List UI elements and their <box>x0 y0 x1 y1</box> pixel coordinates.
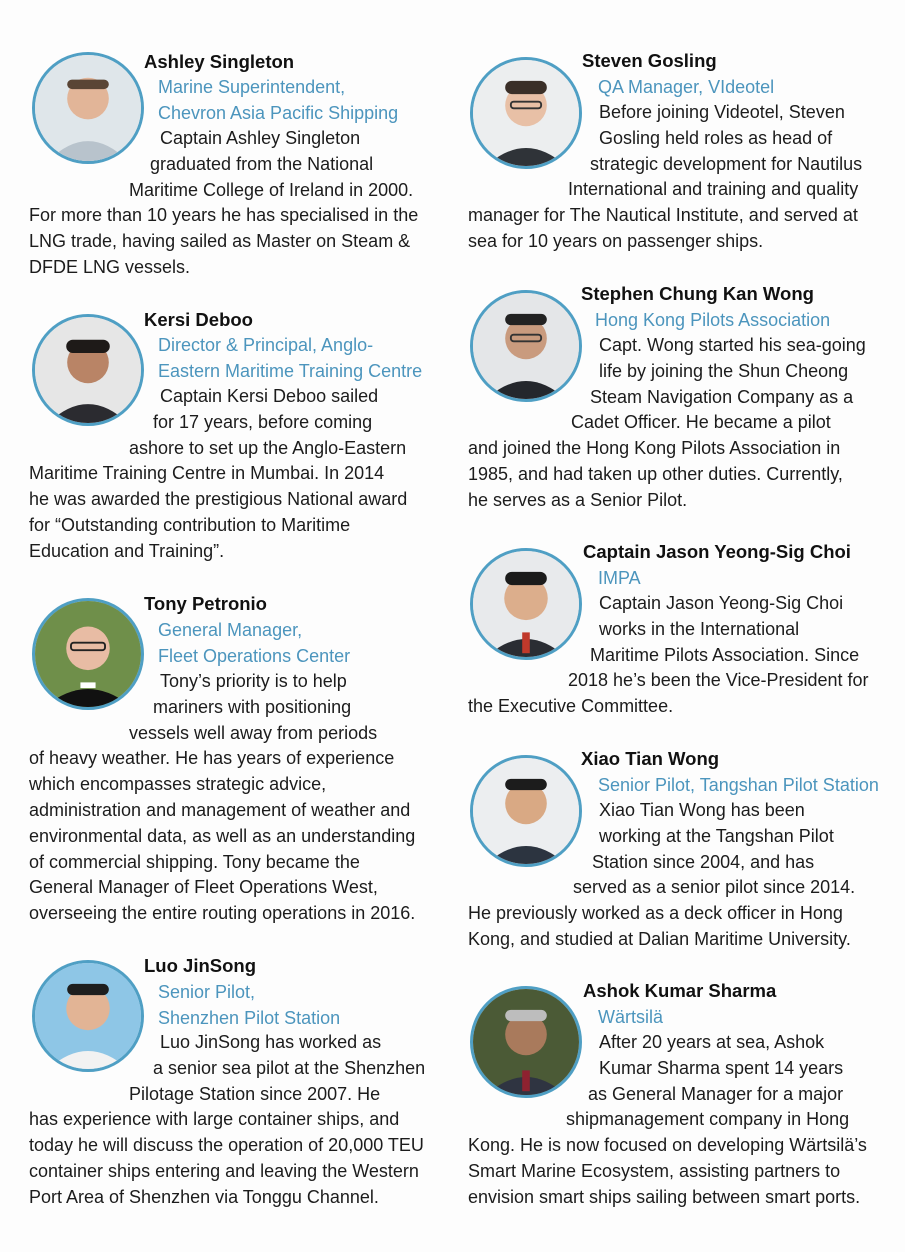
speaker-name: Captain Jason Yeong-Sig Choi <box>583 541 851 562</box>
speaker-name: Xiao Tian Wong <box>581 748 720 769</box>
speaker-role: General Manager, Fleet Operations Center <box>158 620 351 666</box>
speaker-role: Marine Superintendent, Chevron Asia Pacific Shipping <box>158 77 399 123</box>
speaker-name: Ashley Singleton <box>144 51 295 72</box>
speaker-name: Stephen Chung Kan Wong <box>581 283 814 304</box>
speaker-role: QA Manager, VIdeotel <box>598 77 775 97</box>
speaker-bio: Captain Ashley Singleton graduated from the National Maritime College of Ireland in 2000. For more than 10 years he has specialised in the LNG trade, having sailed as Master on Steam & DFDE LNG vessels. <box>29 128 419 277</box>
speaker-name: Kersi Deboo <box>144 309 253 330</box>
speaker-bio: After 20 years at sea, Ashok Kumar Sharma spent 14 years as General Manager for a major shipmanagement company in Hong Kong. He is now focused on developing Wärtsilä’s Smart Marine Ecosystem, assisting partners to envision smart ships sailing between smart ports. <box>468 1032 867 1207</box>
speaker-name: Ashok Kumar Sharma <box>583 980 777 1001</box>
speaker-bio: Capt. Wong started his sea-going life by joining the Shun Cheong Steam Navigation Company as a Cadet Officer. He became a pilot and joined the Hong Kong Pilots Association in 1985, and had taken up other duties. Currently, he serves as a Senior Pilot. <box>468 335 866 510</box>
speaker-name: Luo JinSong <box>144 955 257 976</box>
speaker-role: Wärtsilä <box>598 1007 664 1027</box>
speaker-name: Tony Petronio <box>144 593 267 614</box>
speaker-role: Hong Kong Pilots Association <box>595 310 831 330</box>
speaker-bio: Captain Jason Yeong-Sig Choi works in the International Maritime Pilots Association. Since 2018 he’s been the Vice-President for the Executive Committee. <box>468 593 869 717</box>
speaker-bio: Xiao Tian Wong has been working at the Tangshan Pilot Station since 2004, and has served as a senior pilot since 2014. He previously worked as a deck officer in Hong Kong, and studied at Dalian Maritime University. <box>468 800 856 949</box>
speaker-bio: Before joining Videotel, Steven Gosling held roles as head of strategic development for Nautilus International and training and quality manager for The Nautical Institute, and served at sea for 10 years on passenger ships. <box>468 102 863 251</box>
speaker-role: Senior Pilot, Shenzhen Pilot Station <box>158 982 341 1028</box>
speaker-bio: Tony’s priority is to help mariners with positioning vessels well away from periods of heavy weather. He has years of experience which encompasses strategic advice, administration and management of weather and environmental data, as well as an understanding of commercial shipping. Tony became the General Manager of Fleet Operations West, overseeing the entire routing operations in 2016. <box>29 671 416 924</box>
speaker-name: Steven Gosling <box>582 50 717 71</box>
speaker-role: IMPA <box>598 568 641 588</box>
speaker-bio: Luo JinSong has worked as a senior sea pilot at the Shenzhen Pilotage Station since 2007. He has experience with large container ships, and today he will discuss the operation of 20,000 TEU container ships entering and leaving the Western Port Area of Shenzhen via Tonggu Channel. <box>29 1032 426 1207</box>
speaker-role: Director & Principal, Anglo- Eastern Maritime Training Centre <box>158 335 423 381</box>
speaker-role: Senior Pilot, Tangshan Pilot Station <box>598 775 879 795</box>
speaker-bio: Captain Kersi Deboo sailed for 17 years, before coming ashore to set up the Anglo-Eastern Maritime Training Centre in Mumbai. In 2014 he was awarded the prestigious National award for “Outstanding contribution to Maritime Education and Training”. <box>29 386 408 561</box>
